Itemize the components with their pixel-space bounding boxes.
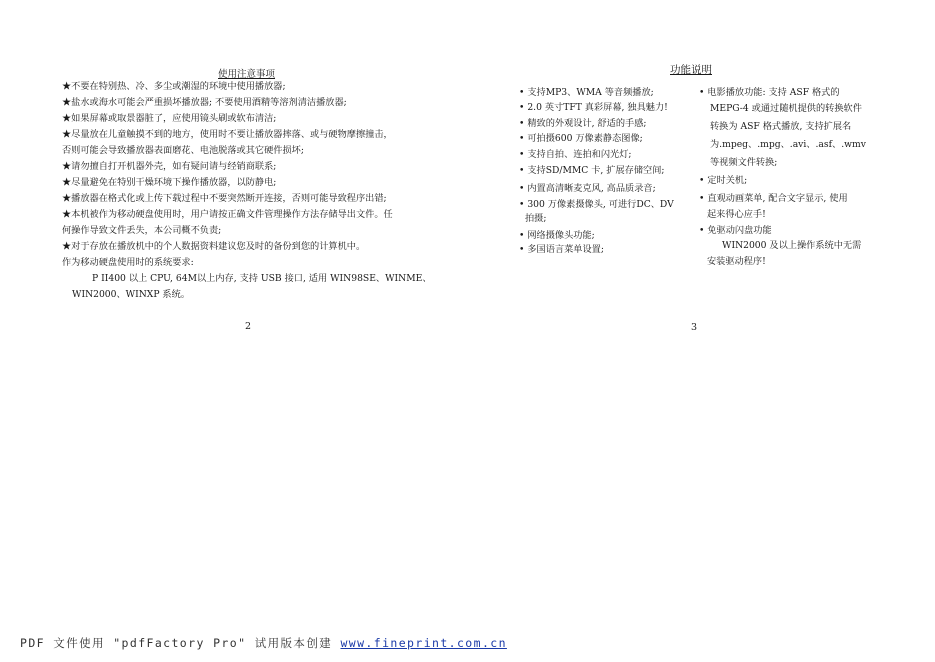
feature-item: • 内置高清晰麦克风, 高品质录音; xyxy=(519,183,656,194)
feature-item: • 支持MP3、WMA 等音频播放; xyxy=(519,87,654,98)
warning-line: ★尽量放在儿童触摸不到的地方，使用时不要让播放器摔落、或与硬物摩擦撞击， xyxy=(62,129,393,140)
pdf-watermark-footer xyxy=(20,635,507,651)
feature-item: • 2.0 英寸TFT 真彩屏幕, 独具魅力! xyxy=(519,102,668,113)
footer-text: PDF 文件使用 "pdfFactory Pro" 试用版本创建 xyxy=(20,636,341,650)
requirements-line: WIN2000、WINXP 系统。 xyxy=(72,289,190,300)
feature-item: • 300 万像素摄像头, 可进行DC、DV xyxy=(519,199,674,210)
feature-item-continued: MEPG-4 或通过随机提供的转换软件 xyxy=(710,103,862,114)
feature-item: • 网络摄像头功能; xyxy=(519,230,595,241)
warning-line: ★不要在特别热、冷、多尘或潮湿的环境中使用播放器; xyxy=(62,81,286,92)
warning-line: 否则可能会导致播放器表面磨花、电池脱落或其它硬件损坏; xyxy=(62,145,304,156)
feature-item-continued: 等视频文件转换; xyxy=(710,157,778,168)
page-number: 3 xyxy=(691,322,698,333)
page-title: 使用注意事项 xyxy=(218,69,276,80)
warning-line: ★请勿擅自打开机器外壳，如有疑问请与经销商联系; xyxy=(62,161,277,172)
feature-item-continued: 转换为 ASF 格式播放, 支持扩展名 xyxy=(710,121,852,132)
warning-line: ★本机被作为移动硬盘使用时，用户请按正确文件管理操作方法存储导出文件。任 xyxy=(62,209,393,220)
feature-item-continued: WIN2000 及以上操作系统中无需 xyxy=(722,240,862,251)
warning-line: ★尽量避免在特别干燥环境下操作播放器，以防静电; xyxy=(62,177,277,188)
warning-line: ★盐水或海水可能会严重损坏播放器; 不要使用酒精等溶剂清洁播放器; xyxy=(62,97,347,108)
page-number: 2 xyxy=(245,321,252,332)
footer-link[interactable]: www.fineprint.com.cn xyxy=(340,636,507,650)
feature-item: • 免驱动闪盘功能 xyxy=(699,225,772,236)
feature-item-continued: 为.mpeg、.mpg、.avi、.asf、.wmv xyxy=(710,139,866,150)
warning-line: ★如果屏幕或取景器脏了，应使用镜头刷或软布清洁; xyxy=(62,113,277,124)
feature-item: • 支持自拍、连拍和闪光灯; xyxy=(519,149,632,160)
feature-item: • 定时关机; xyxy=(699,175,748,186)
feature-item: • 支持SD/MMC 卡, 扩展存储空间; xyxy=(519,165,665,176)
feature-item: • 多国语言菜单设置; xyxy=(519,244,604,255)
feature-item-continued: 安装驱动程序! xyxy=(707,256,766,267)
feature-item: • 直观动画菜单, 配合文字显示, 使用 xyxy=(699,193,848,204)
feature-item-continued: 拍摄; xyxy=(525,213,547,224)
requirements-line: P II400 以上 CPU, 64M以上内存, 支持 USB 接口, 适用 WIN98SE、WINME、 xyxy=(92,273,432,284)
warning-line: ★对于存放在播放机中的个人数据资料建议您及时的备份到您的计算机中。 xyxy=(62,241,366,252)
warning-line: ★播放器在格式化或上传下载过程中不要突然断开连接，否则可能导致程序出错; xyxy=(62,193,387,204)
left-page xyxy=(0,0,467,662)
right-page xyxy=(467,0,935,662)
feature-item-continued: 起来得心应手! xyxy=(707,209,766,220)
warning-line: 何操作导致文件丢失，本公司概不负责; xyxy=(62,225,222,236)
feature-item: • 电影播放功能: 支持 ASF 格式的 xyxy=(699,87,840,98)
feature-item: • 可拍摄600 万像素静态图像; xyxy=(519,133,643,144)
feature-item: • 精致的外观设计, 舒适的手感; xyxy=(519,118,647,129)
page-title: 功能说明 xyxy=(670,64,712,76)
requirements-heading: 作为移动硬盘使用时的系统要求: xyxy=(62,257,194,268)
